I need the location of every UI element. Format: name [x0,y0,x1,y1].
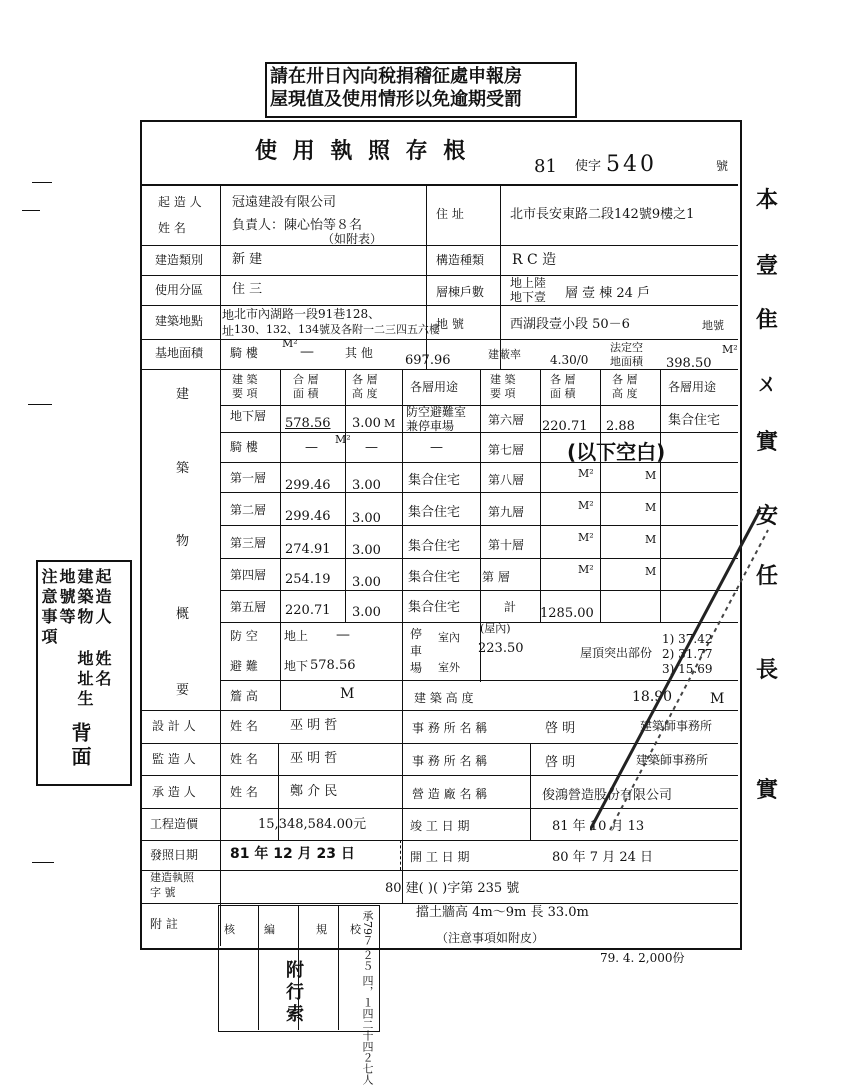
stamp-line-1: 請在卅日內向稅捐稽征處申報房 [270,66,522,87]
other-value: 697.96 [405,353,451,368]
unit-mark: M² [578,563,594,576]
unit-mark: M [645,501,657,514]
cost-value: 15,348,584.00元 [258,817,367,832]
site-prefix-2: 址 [222,324,235,338]
notice-col-2: 地號等 [57,568,76,628]
supervisor-name-label: 姓 名 [230,752,258,766]
side-label-zhu: 築 [176,461,190,476]
floor-name: 第七層 [488,443,525,457]
margin-char: 長 [756,658,779,683]
floor-name: 第四層 [230,568,267,582]
start-date: 80 年 7 月 24 日 [552,850,654,865]
rh-height-1: 各 層 [612,373,638,386]
parking-indoor: 室內 [438,631,460,644]
unit-mark: M² [335,433,351,446]
builder-representative: 負責人：陳心怡等８名 [232,218,363,233]
roof-value-1: 1) 37.42 [662,632,713,646]
eaves-label: 簷 高 [230,689,258,703]
review-cell-rule: 規 [316,923,327,936]
zone-value: 住 三 [232,282,263,297]
floor-height: 3.00 [352,543,381,558]
floor-use: — [430,440,443,455]
floor-name: 第六層 [488,413,525,427]
unit-mark: M [645,565,657,578]
notice-col-4: 起造人 [93,568,112,628]
rh-area-2: 面 積 [550,387,576,400]
lot-value: 西湖段壹小段 50－6 [510,317,630,332]
legal-space-unit: M² [722,343,738,356]
floor-name: 地下層 [230,409,267,423]
riding-label: 騎 樓 [230,346,258,360]
floors-below: 地下壹 [510,290,547,304]
floor-area: 220.71 [285,603,331,618]
side-label-jian: 建 [176,387,190,402]
lh-item-1: 建 築 [232,373,258,386]
parking-paren: (屋內) [480,622,511,635]
floor-use: 防空避難室 [406,405,467,419]
unit-mark: M [645,469,657,482]
margin-char: 本 [756,188,779,213]
parking-label-2: 車 [410,644,423,658]
coverage-value: 4.30/0 [550,353,589,367]
print-run: 79. 4. 2,000份 [600,951,685,965]
designer-name-label: 姓 名 [230,719,258,733]
floor-name: 第九層 [488,505,525,519]
review-cell-check: 核 [224,923,235,936]
floor-height: 3.00 [352,575,381,590]
floor-area: 299.46 [285,509,331,524]
notice-col-1: 注意事項 [39,568,58,648]
contractor-name: 鄭 介 民 [290,784,338,799]
roof-value-3: 3) 15.69 [662,662,713,676]
supervisor-office-2: 建築師事務所 [636,753,709,767]
floor-name: 第 層 [482,570,510,584]
site-address-2: 130、132、134號及各附一二三四五六樓 [234,323,440,336]
building-height-value: 18.90 [632,689,673,705]
supervisor-name: 巫 明 哲 [290,751,338,766]
completion-date: 81 年 10 月 13 [552,819,645,834]
site-label: 建築地點 [155,314,204,328]
floor-use: 集合住宅 [408,600,461,615]
floor-area: 299.46 [285,478,331,493]
lh-area-2: 面 積 [293,387,319,400]
area-label: 基地面積 [155,346,204,360]
issue-label: 發照日期 [150,848,199,862]
shelter-label-2: 避 難 [230,659,258,673]
margin-char: 實 [756,778,779,803]
stamp-line-2: 屋現值及使用情形以免逾期受罰 [270,89,522,110]
issue-date: 81 年 12 月 23 日 [230,846,355,862]
builder-company: 冠遠建設有限公司 [232,195,337,210]
roof-label: 屋頂突出部份 [580,646,653,660]
shelter-above-label: 地上 [284,629,309,643]
floor-name: 第三層 [230,536,267,550]
floor-height: — [365,440,378,455]
attachment-note: （注意事項如附皮） [436,931,545,945]
shelter-above-value: — [336,627,350,643]
structure-label: 構造種類 [436,253,485,267]
roof-value-2: 2) 31.77 [662,647,713,661]
contractor-office-label: 營 造 廠 名 稱 [412,787,488,801]
lot-suffix: 地號 [702,319,724,332]
lh-use: 各層用途 [410,380,459,394]
coverage-label: 建蔽率 [488,348,521,361]
floor-use: 集合住宅 [668,413,721,428]
parking-outdoor: 室外 [438,661,460,674]
notice-col-5: 地址生 [75,650,94,710]
permit-word: 使字 [575,159,602,174]
builder-name-label: 姓 名 [158,221,186,235]
form-title: 使 用 執 照 存 根 [255,138,470,164]
parking-label-1: 停 [410,627,423,641]
completion-label: 竣 工 日 期 [410,819,470,833]
designer-name: 巫 明 哲 [290,718,338,733]
designer-office-2: 建築師事務所 [640,719,713,733]
eaves-value: M [340,686,355,702]
structure-value: R C 造 [512,252,557,268]
floor-area: — [305,440,318,455]
permit-year: 81 [534,156,557,177]
unit-mark: M² [578,531,594,544]
rh-use: 各層用途 [668,380,717,394]
floor-name: 第五層 [230,600,267,614]
legal-space-value: 398.50 [666,356,712,371]
floor-use: 集合住宅 [408,505,461,520]
handwritten-remark: 附行索 [283,960,304,1026]
designer-office-label: 事 務 所 名 稱 [412,721,488,735]
diagonal-fold-line [590,500,770,840]
floors-label: 層棟戶數 [436,285,485,299]
retaining-wall-note: 擋土牆高 4m～9m 長 33.0m [416,905,589,920]
side-label-wu: 物 [176,534,190,549]
permit-ref-label-1: 建造執照 [150,871,194,884]
contractor-office: 俊鴻營造股份有限公司 [542,788,673,803]
legal-space-label-2: 地面積 [610,355,643,368]
floor-area: 274.91 [285,542,331,557]
margin-char: 壹 [756,254,779,279]
building-height-label: 建 築 高 度 [414,691,474,705]
riding-unit: M² [282,337,298,350]
builder-address-label: 住 址 [436,207,464,221]
supervisor-label: 監 造 人 [152,752,196,766]
lh-height-1: 各 層 [352,373,378,386]
margin-char: 安 [756,504,779,529]
floor-use-2: 兼停車場 [406,419,455,433]
review-cell-edit: 編 [264,923,275,936]
side-label-yao: 要 [176,683,190,698]
building-type: 新 建 [232,252,263,267]
building-height-unit: M [710,691,725,707]
building-type-label: 建造類別 [155,253,204,267]
floor-name: 第一層 [230,471,267,485]
rh-item-1: 建 築 [490,373,516,386]
margin-char: 隹 [756,308,779,333]
site-address-1: 北市內湖路一段91巷128、 [234,307,381,321]
floor-name: 第十層 [488,538,525,552]
review-cell-proof: 校 [350,923,361,936]
floors-value: 層 壹 棟 24 戶 [565,286,651,301]
floor-area: 254.19 [285,572,331,587]
parking-label-3: 場 [410,661,423,675]
floors-above: 地上陸 [510,276,547,290]
floor-height: 2.88 [606,419,635,434]
riding-value: — [300,344,314,360]
other-label: 其 他 [345,346,373,360]
cost-label: 工程造價 [150,817,199,831]
zone-label: 使用分區 [155,283,204,297]
unit-mark: M [645,533,657,546]
margin-char: 實 [756,430,779,455]
floor-name: 第八層 [488,473,525,487]
lot-label: 地 號 [436,317,464,331]
floor-height: 3.00 [352,416,381,431]
lh-item-2: 要 項 [232,387,258,400]
floor-use: 集合住宅 [408,570,461,585]
remarks-label: 附 註 [150,917,178,931]
floor-use: 集合住宅 [408,539,461,554]
floor-height: 3.00 [352,605,381,620]
notice-back: 背面 [68,722,92,770]
floor-name: 第二層 [230,503,267,517]
floor-height: 3.00 [352,478,381,493]
lh-area-1: 合 層 [293,373,319,386]
supervisor-office: 啓 明 [545,755,576,770]
lh-height-2: 高 度 [352,387,378,400]
floor-area: 220.71 [542,419,588,434]
builder-label: 起 造 人 [158,195,202,209]
unit-mark: M [384,417,396,430]
notice-col-3: 建築物 [75,568,94,628]
margin-char: 任 [756,564,779,589]
unit-mark: M² [578,499,594,512]
floor-name: 騎 樓 [230,440,258,454]
floor-total-label: 計 [504,600,517,614]
legal-space-label-1: 法定空 [610,341,643,354]
handwritten-blank-note: (以下空白) [567,440,666,464]
start-label: 開 工 日 期 [410,850,470,864]
notice-col-6: 姓名 [93,650,112,690]
parking-value: 223.50 [478,641,524,656]
floor-area: 578.56 [285,416,331,431]
rh-height-2: 高 度 [612,387,638,400]
builder-address: 北市長安東路二段142號9樓之1 [510,207,695,222]
remark-side-text: 承79７ ２５ 四，１四二十四２七人 [361,910,374,1085]
permit-number: 540 [606,152,657,177]
floor-total-area: 1285.00 [540,606,594,621]
supervisor-office-label: 事 務 所 名 稱 [412,754,488,768]
floor-height: 3.00 [352,511,381,526]
permit-ref-label-2: 字 號 [150,886,176,899]
shelter-below-value: 578.56 [310,658,356,673]
side-label-gai: 概 [176,607,190,622]
builder-note: （如附表） [322,232,383,246]
site-prefix-1: 地 [222,308,235,322]
permit-suffix: 號 [716,159,729,173]
designer-label: 設 計 人 [152,719,196,733]
floor-use: 集合住宅 [408,473,461,488]
unit-mark: M² [578,467,594,480]
contractor-name-label: 姓 名 [230,785,258,799]
permit-ref-value: 80 建( )( )字第 235 號 [385,881,520,896]
shelter-label-1: 防 空 [230,629,258,643]
rh-item-2: 要 項 [490,387,516,400]
rh-area-1: 各 層 [550,373,576,386]
designer-office: 啓 明 [545,721,576,736]
contractor-label: 承 造 人 [152,785,196,799]
shelter-below-label: 地下 [284,659,309,673]
margin-char: ㄨ [756,372,779,397]
